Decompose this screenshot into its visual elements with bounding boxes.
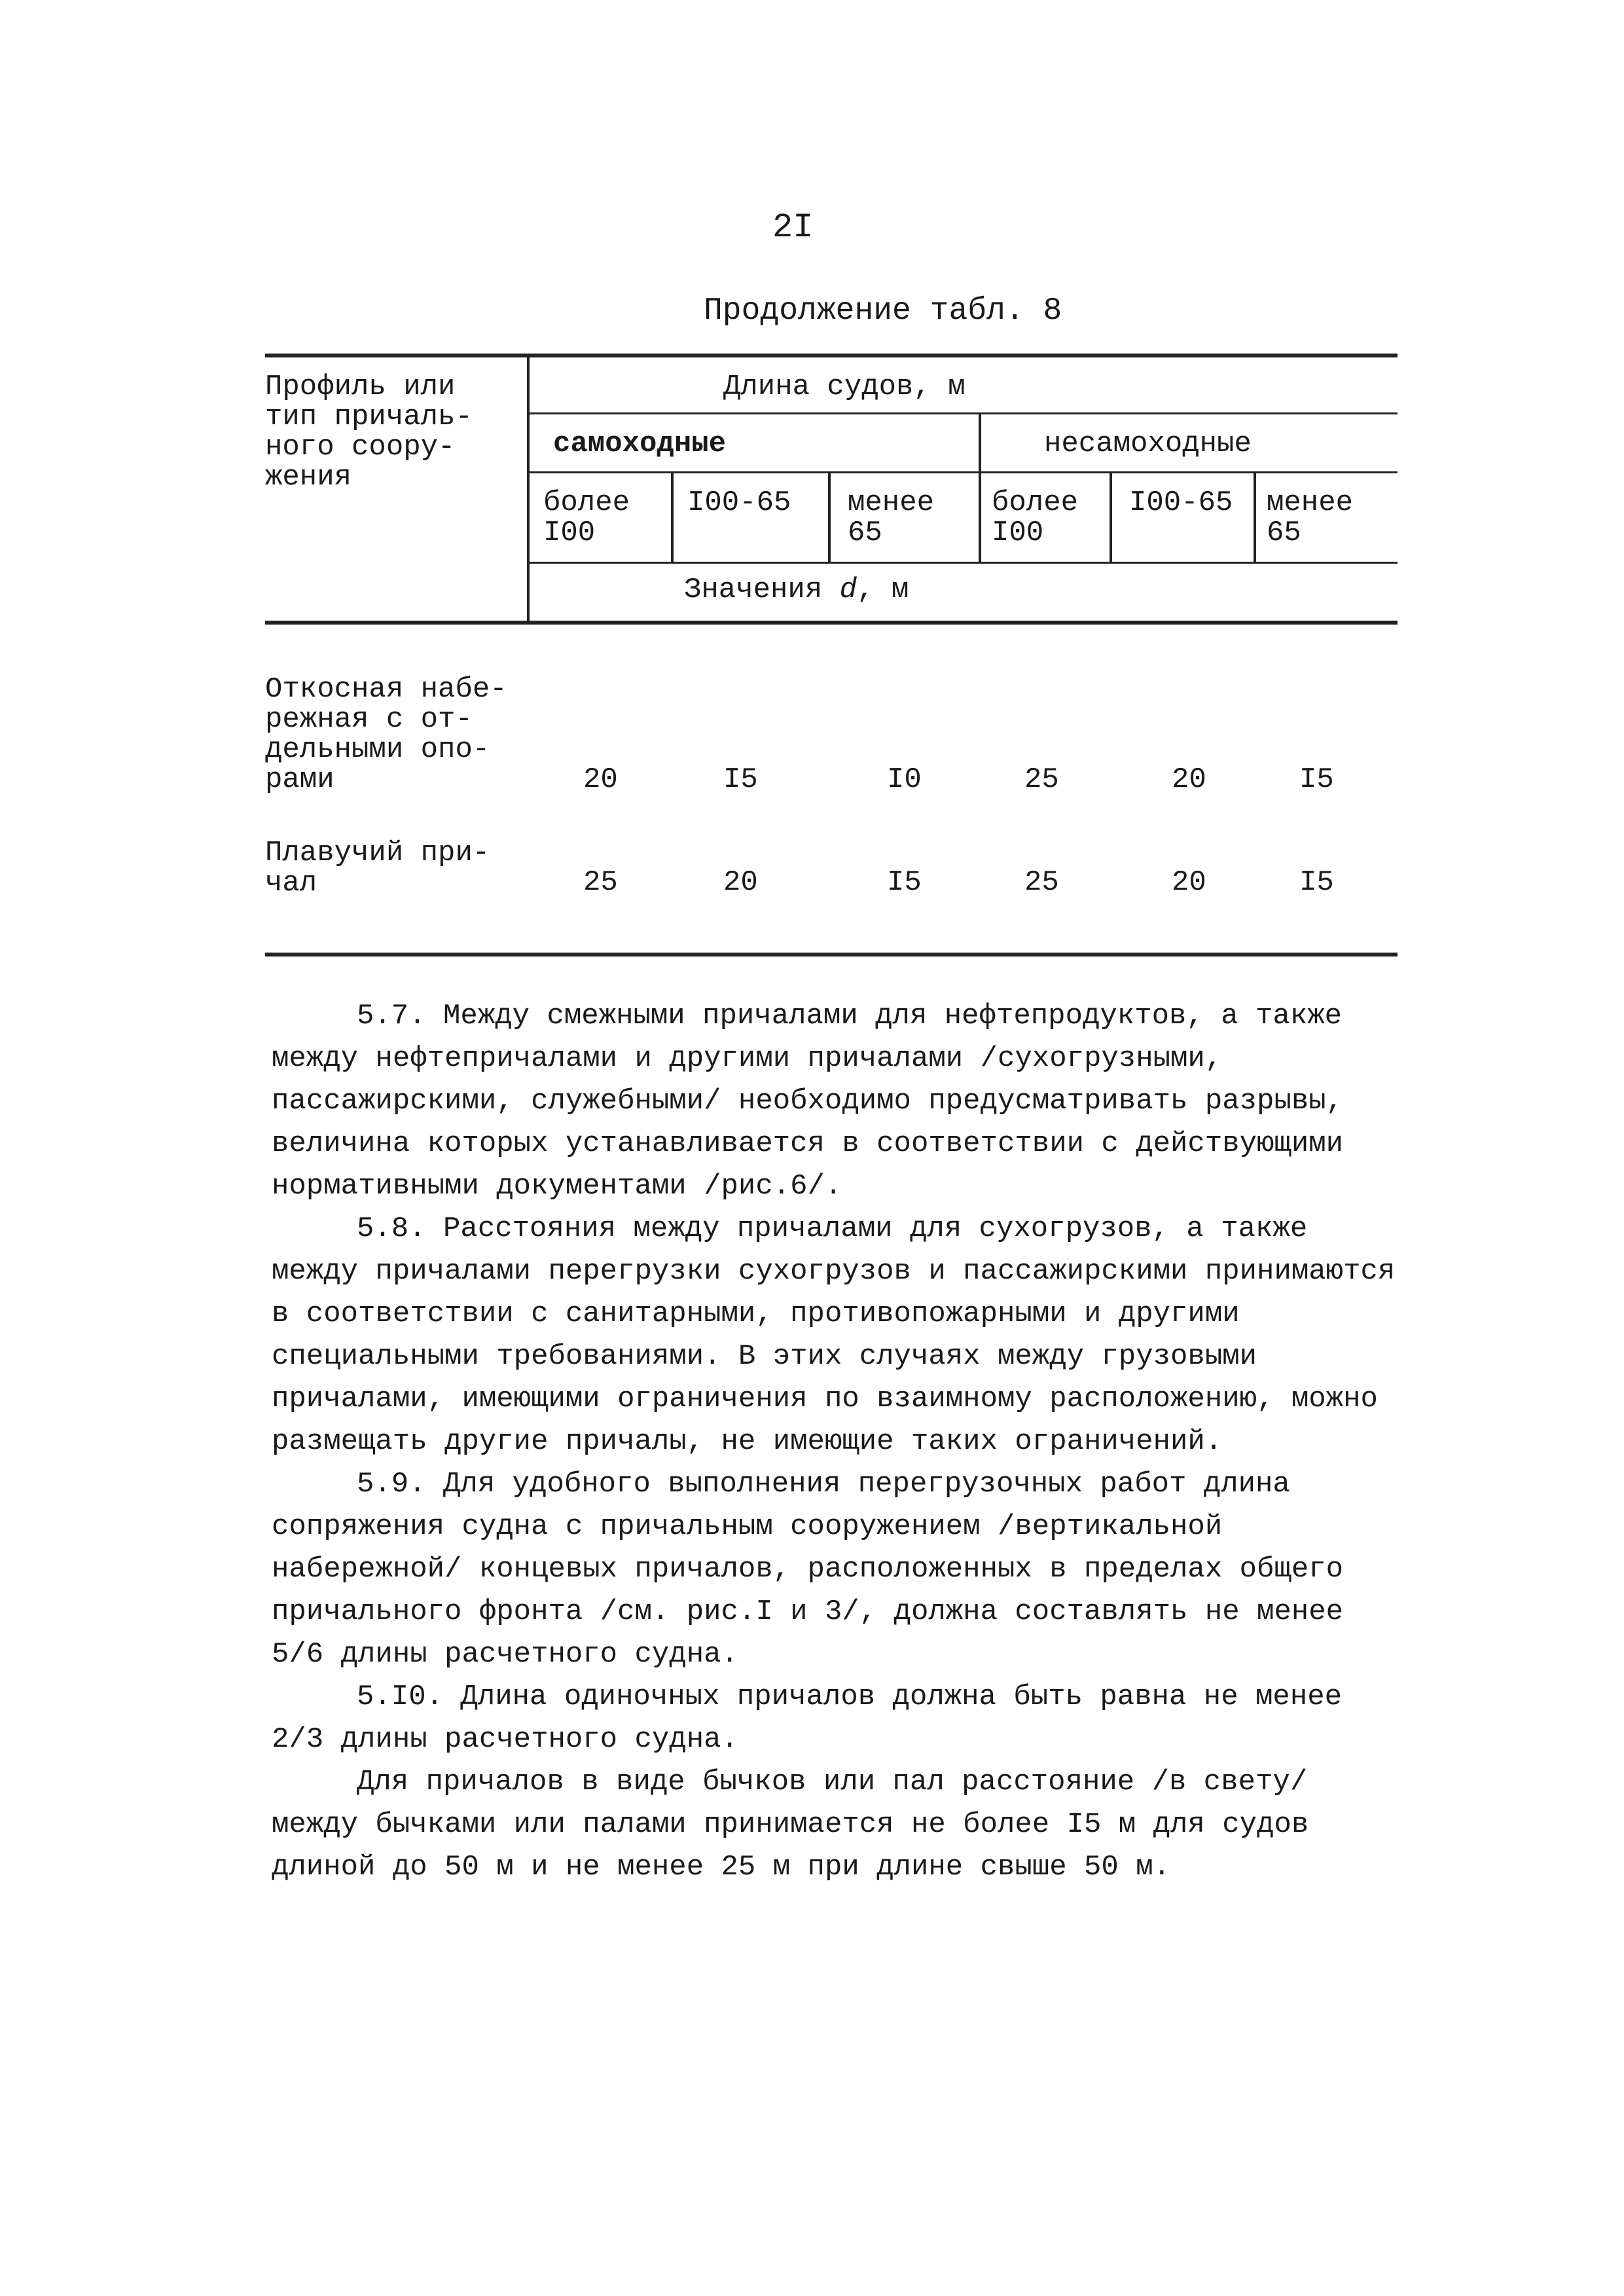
body-text (272, 995, 1398, 1889)
table-bottom-rule (265, 953, 1398, 957)
non-self-propelled-header: несамоходные (1044, 428, 1252, 460)
col-header-4: более I00 (992, 486, 1079, 549)
row-2-value-5: 20 (1172, 866, 1206, 899)
profile-column-rule (527, 354, 530, 622)
col-header-1: более I00 (543, 486, 630, 549)
row-2-value-4: 25 (1024, 866, 1059, 899)
header-bottom-rule (265, 621, 1398, 625)
col-header-6: менее 65 (1267, 486, 1354, 549)
row-1-value-2: I5 (723, 763, 758, 796)
values-label-text: Значения (684, 574, 823, 606)
row-1-value-3: I0 (887, 763, 922, 796)
row-1-value-4: 25 (1024, 763, 1059, 796)
row-1-value-1: 20 (583, 763, 618, 796)
col-rule-2 (828, 471, 831, 562)
row-2-value-1: 25 (583, 866, 618, 899)
header-rule-3 (527, 562, 1398, 564)
header-rule-1 (527, 412, 1398, 414)
row-1-value-6: I5 (1299, 763, 1334, 796)
length-header: Длина судов, м (723, 371, 965, 403)
row-1-name: Откосная набе- режная с от- дельными опо- рами (265, 673, 507, 796)
group-divider-rule (979, 412, 981, 562)
values-symbol: d (839, 574, 857, 606)
paragraph-5-9: 5.9. Для удобного выполнения перегрузочных работ длина сопряжения судна с причальным сооружением /вертикальной набережной/ концевых причалов, расположенных в пределах общего причального фронта /см. рис.I и 3/, должна составлять не менее 5/6 длины расчетного судна. (272, 1468, 1344, 1671)
col-header-3: менее 65 (848, 486, 935, 549)
row-2-value-3: I5 (887, 866, 922, 899)
paragraph-berths-piers: Для причалов в виде бычков или пал расстояние /в свету/ между бычками или палами принимается не более I5 м для судов длиной до 50 м и не менее 25 м при длине свыше 50 м. (272, 1766, 1309, 1884)
paragraph-5-7: 5.7. Между смежными причалами для нефтепродуктов, а также между нефтепричалами и другими причалами /сухогрузными, пассажирскими, служебными/ необходимо предусматривать разрывы, величина которых устанавливается в соответствии с действующими нормативными документами /рис.6/. (272, 1000, 1344, 1203)
row-2-value-2: 20 (723, 866, 758, 899)
paragraph-5-10: 5.I0. Длина одиночных причалов должна быть равна не менее 2/3 длины расчетного судна. (272, 1681, 1343, 1756)
page-number: 2I (772, 208, 814, 247)
col-rule-1 (671, 471, 674, 562)
header-rule-2 (527, 471, 1398, 473)
col-header-5: I00-65 (1129, 486, 1233, 519)
col-rule-4 (1254, 471, 1256, 562)
self-propelled-header: самоходные (553, 428, 727, 460)
values-unit: , м (857, 574, 909, 606)
profile-header: Профиль или тип причаль- ного соору- жения (265, 371, 473, 494)
values-label (684, 575, 909, 605)
paragraph-5-8: 5.8. Расстояния между причалами для сухогрузов, а также между причалами перегрузки сухогрузов и пассажирскими принимаются в соответствии с санитарными, противопожарными и другими специальными требованиями. В этих случаях между грузовыми причалами, имеющими ограничения по взаимному расположению, можно размещать другие причалы, не имеющие таких ограничений. (272, 1212, 1396, 1458)
col-rule-3 (1110, 471, 1112, 562)
table-top-rule (265, 354, 1398, 357)
parameters-table (265, 354, 1398, 1010)
row-1-value-5: 20 (1172, 763, 1206, 796)
col-header-2: I00-65 (687, 486, 791, 519)
table-caption: Продолжение табл. 8 (704, 293, 1062, 329)
row-2-name: Плавучий при- чал (265, 837, 490, 900)
row-2-value-6: I5 (1299, 866, 1334, 899)
